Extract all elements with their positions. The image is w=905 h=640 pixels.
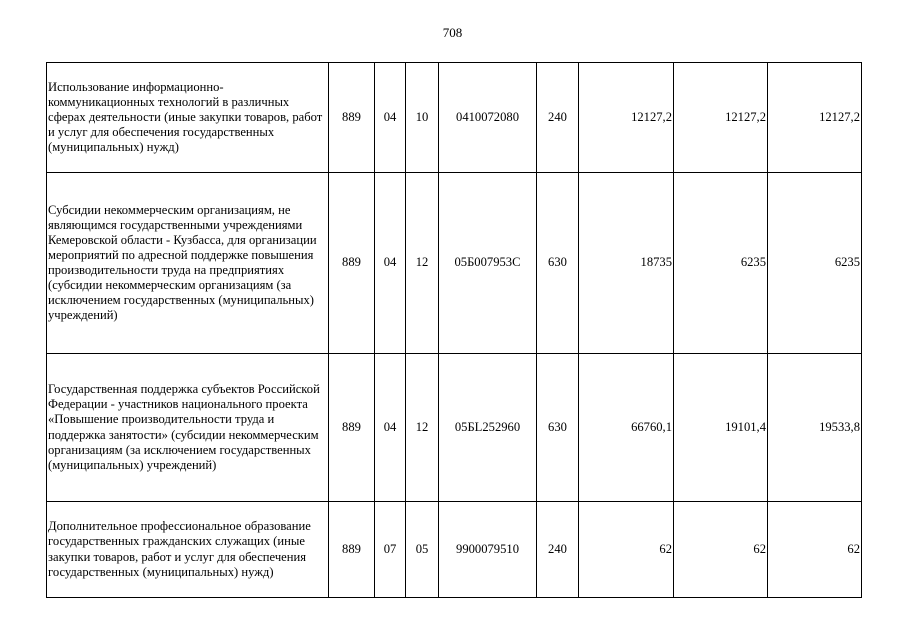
amount-year-1: 18735 (579, 173, 674, 354)
expense-type-code: 630 (537, 354, 579, 502)
table-row (47, 173, 862, 354)
section-code: 07 (375, 502, 406, 598)
subsection-code: 12 (406, 354, 439, 502)
table-row (47, 63, 862, 173)
amount-year-3: 62 (768, 502, 862, 598)
row-description: Государственная поддержка субъектов Российской Федерации - участников национального проекта «Повышение производительности труда и поддержка занятости» (субсидии некоммерческим организациям (за исключением государственных (муниципальных) учреждений) (47, 354, 329, 502)
amount-year-2: 62 (674, 502, 768, 598)
subsection-code: 05 (406, 502, 439, 598)
row-description: Дополнительное профессиональное образование государственных гражданских служащих (иные закупки товаров, работ и услуг для обеспечения государственных (муниципальных) нужд) (47, 502, 329, 598)
expense-type-code: 630 (537, 173, 579, 354)
ministry-code: 889 (329, 354, 375, 502)
target-article-code: 05БL252960 (439, 354, 537, 502)
table-row (47, 502, 862, 598)
amount-year-1: 66760,1 (579, 354, 674, 502)
expense-type-code: 240 (537, 63, 579, 173)
amount-year-3: 12127,2 (768, 63, 862, 173)
amount-year-3: 6235 (768, 173, 862, 354)
subsection-code: 10 (406, 63, 439, 173)
row-description: Использование информационно-коммуникационных технологий в различных сферах деятельности (иные закупки товаров, работ и услуг для обеспечения государственных (муниципальных) нужд) (47, 63, 329, 173)
target-article-code: 0410072080 (439, 63, 537, 173)
page-number: 708 (442, 25, 463, 40)
expense-type-code: 240 (537, 502, 579, 598)
section-code: 04 (375, 63, 406, 173)
amount-year-3: 19533,8 (768, 354, 862, 502)
budget-table (46, 62, 862, 598)
ministry-code: 889 (329, 502, 375, 598)
amount-year-1: 12127,2 (579, 63, 674, 173)
amount-year-1: 62 (579, 502, 674, 598)
subsection-code: 12 (406, 173, 439, 354)
table-row (47, 354, 862, 502)
target-article-code: 05Б007953С (439, 173, 537, 354)
amount-year-2: 19101,4 (674, 354, 768, 502)
row-description: Субсидии некоммерческим организациям, не являющимся государственными учреждениями Кемеровской области - Кузбасса, для организации мероприятий по адресной поддержке повышения производительности труда на предприятиях (субсидии некоммерческим организациям (за исключением государственных (муниципальных) учреждений) (47, 173, 329, 354)
amount-year-2: 12127,2 (674, 63, 768, 173)
target-article-code: 9900079510 (439, 502, 537, 598)
section-code: 04 (375, 354, 406, 502)
amount-year-2: 6235 (674, 173, 768, 354)
section-code: 04 (375, 173, 406, 354)
ministry-code: 889 (329, 173, 375, 354)
ministry-code: 889 (329, 63, 375, 173)
